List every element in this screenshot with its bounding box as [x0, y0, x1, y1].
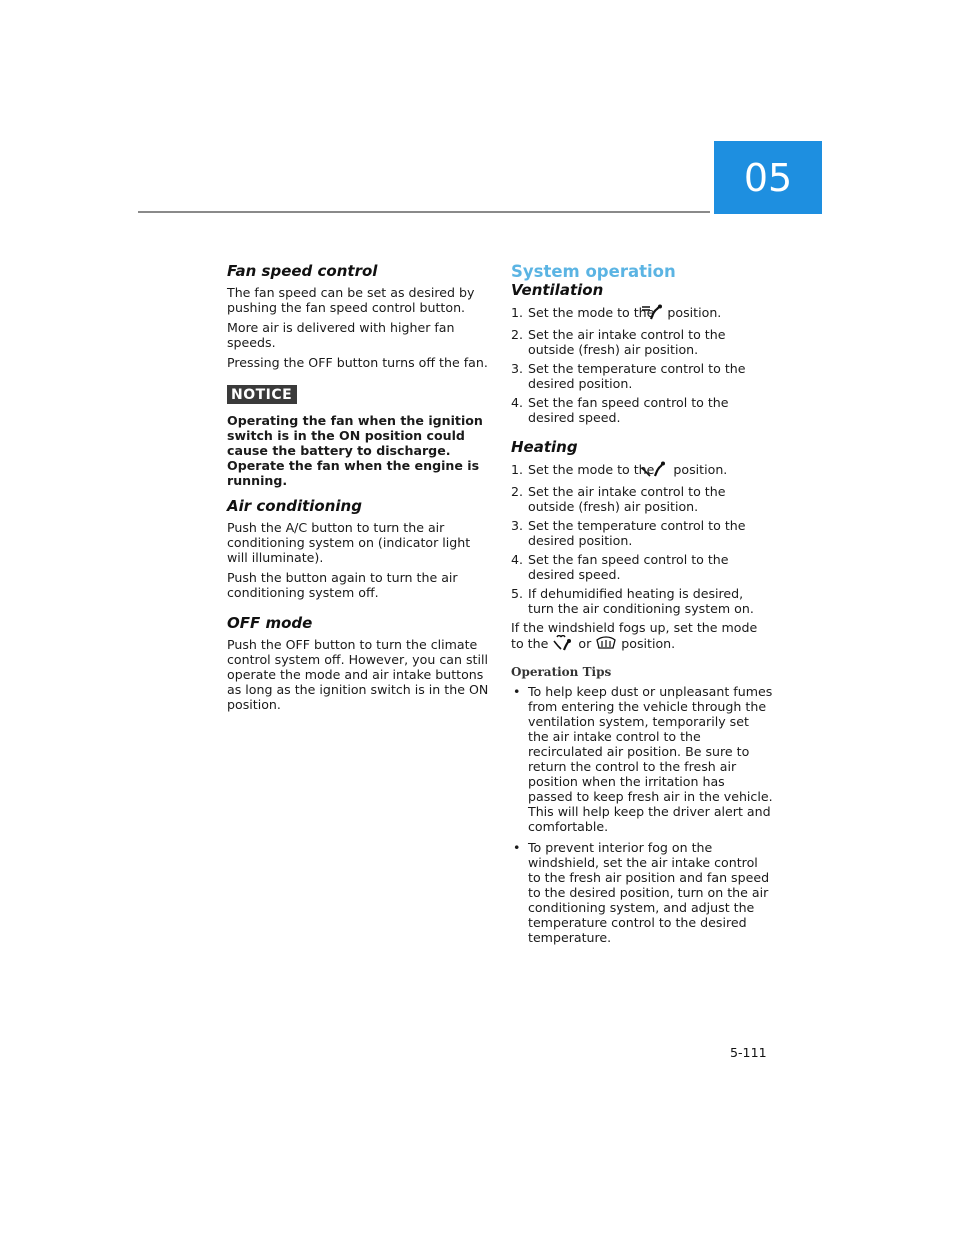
list-item: 2. Set the air intake control to the outside (fresh) air position. [511, 484, 726, 514]
right-column [511, 262, 773, 951]
ventilation-steps [511, 304, 773, 425]
fan-speed-heading: Fan speed control [227, 262, 378, 280]
air-conditioning-paragraph-2: Push the button again to turn the air conditioning system off. [227, 570, 458, 600]
off-mode-paragraph: Push the OFF button to turn the climate control system off. However, you can still operate the mode and air intake buttons as long as the ignition switch is in the ON position. [227, 637, 489, 712]
heating-heading: Heating [511, 438, 578, 456]
list-item: 4. Set the fan speed control to the desired speed. [511, 552, 729, 582]
list-item: 4. Set the fan speed control to the desired speed. [511, 395, 729, 425]
air-conditioning-paragraph-1: Push the A/C button to turn the air conditioning system on (indicator light will illuminate). [227, 520, 471, 565]
notice-text: Operating the fan when the ignition switch is in the ON position could cause the battery to discharge. Operate the fan when the engine is running. [227, 413, 483, 488]
page-number: 5-111 [730, 1045, 767, 1060]
fan-speed-paragraph-2: More air is delivered with higher fan speeds. [227, 320, 455, 350]
chapter-number: 05 [743, 155, 793, 200]
fan-speed-paragraph-1: The fan speed can be set as desired by pushing the fan speed control button. [227, 285, 475, 315]
floor-defrost-mode-icon [552, 635, 574, 654]
chapter-tab [714, 141, 822, 214]
operation-tips-list [511, 684, 773, 945]
face-vent-mode-icon [658, 304, 663, 323]
list-item: 3. Set the temperature control to the desired position. [511, 361, 746, 391]
list-item: 5. If dehumidified heating is desired, turn the air conditioning system on. [511, 586, 754, 616]
fog-instruction: If the windshield fogs up, set the mode to the or position. [511, 620, 773, 654]
list-item: 1. Set the mode to the position. [511, 461, 773, 480]
off-mode-heading: OFF mode [227, 614, 313, 632]
list-item: 3. Set the temperature control to the desired position. [511, 518, 746, 548]
left-column [227, 262, 489, 717]
list-item: • To help keep dust or unpleasant fumes from entering the vehicle through the ventilation system, temporarily set the air intake control to the recirculated air position. Be sure to return the control to the fresh air position when the irritation has passed to keep fresh air in the vehicle. This will help keep the driver alert and comfortable. [513, 684, 773, 834]
fan-speed-paragraph-3: Pressing the OFF button turns off the fan. [227, 355, 488, 370]
header-rule [138, 211, 710, 213]
defrost-mode-icon [595, 635, 617, 654]
list-item: 1. Set the mode to the position. [511, 304, 773, 323]
system-operation-heading: System operation [511, 262, 676, 281]
ventilation-heading: Ventilation [511, 281, 604, 299]
list-item: • To prevent interior fog on the windshield, set the air intake control to the fresh air position and fan speed to the desired position, turn on the air conditioning system, and adjust the temperature control to the desired temperature. [513, 840, 770, 945]
list-item: 2. Set the air intake control to the outside (fresh) air position. [511, 327, 726, 357]
heating-steps [511, 461, 773, 616]
air-conditioning-heading: Air conditioning [227, 497, 362, 515]
floor-vent-mode-icon [658, 461, 669, 480]
notice-badge: NOTICE [227, 385, 297, 404]
operation-tips-heading: Operation Tips [511, 665, 612, 679]
